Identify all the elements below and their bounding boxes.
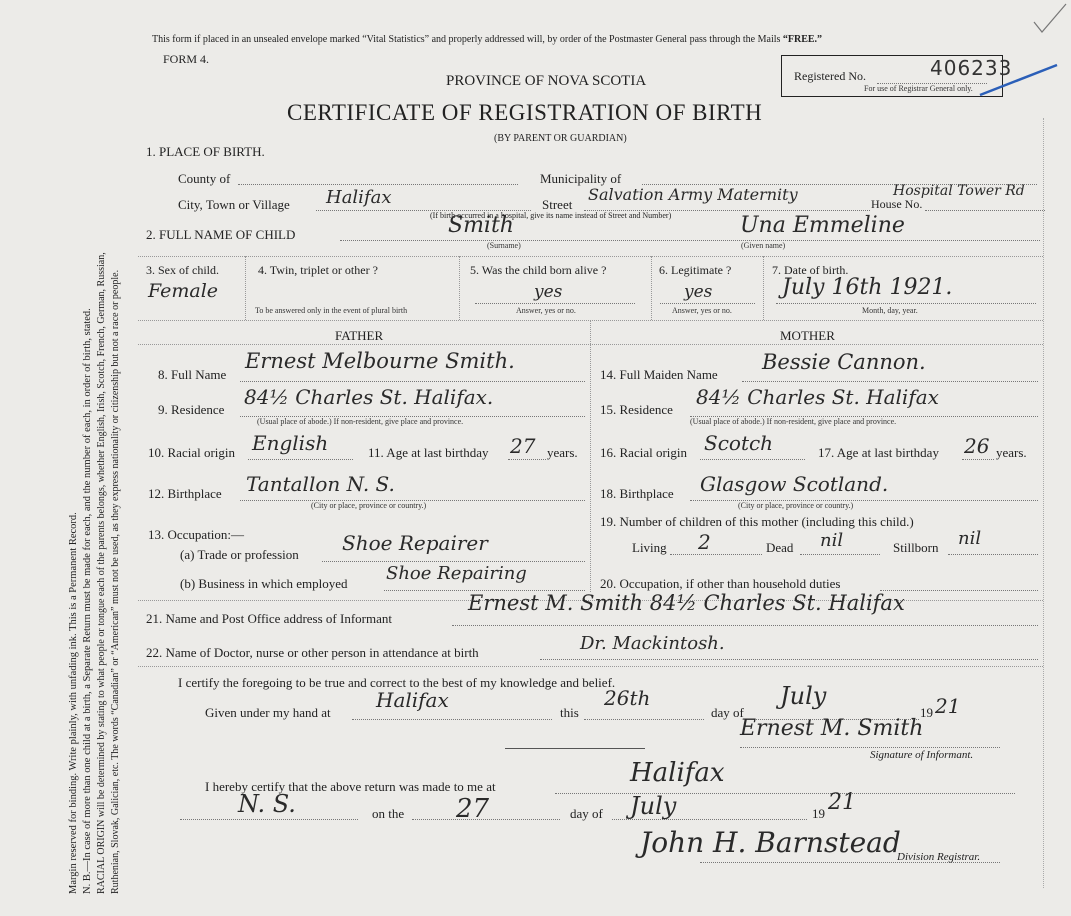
registrar-day-of-label: day of xyxy=(570,806,603,821)
living-value: 2 xyxy=(698,530,711,554)
father-birthplace-note: (City or place, province or country.) xyxy=(311,501,427,510)
father-racial-value: English xyxy=(252,431,329,455)
doctor-label: 22. Name of Doctor, nurse or other person in attendance at birth xyxy=(146,645,479,660)
blue-check-mark xyxy=(975,60,1065,100)
margin-line-1: Margin reserved for binding. Write plainly, with unfading ink. This is a Permanent Record. xyxy=(68,512,79,894)
stillborn-value: nil xyxy=(958,528,982,549)
legitimate-value: yes xyxy=(684,282,713,302)
mother-residence-value: 84½ Charles St. Halifax xyxy=(696,385,939,409)
father-age-label: 11. Age at last birthday xyxy=(368,445,489,460)
registrar-caption: Division Registrar. xyxy=(897,851,981,863)
father-birthplace-value: Tantallon N. S. xyxy=(246,472,395,496)
mother-age-unit: years. xyxy=(996,445,1027,460)
father-birthplace-label: 12. Birthplace xyxy=(148,486,222,501)
registered-no-label: Registered No. xyxy=(794,69,866,83)
informant-value: Ernest M. Smith 84½ Charles St. Halifax xyxy=(468,591,905,615)
hospital-note: (If birth occurred in a hospital, give its name instead of Street and Number) xyxy=(430,211,672,220)
mother-occupation-label: 20. Occupation, if other than household duties xyxy=(600,576,841,591)
father-name-value: Ernest Melbourne Smith. xyxy=(245,349,515,373)
sex-value: Female xyxy=(148,280,219,302)
child-given-name: Una Emmeline xyxy=(740,213,905,238)
trade-label: (a) Trade or profession xyxy=(180,547,299,562)
stillborn-label: Stillborn xyxy=(893,540,939,555)
registrar-month-value: July xyxy=(630,792,677,820)
form-frame xyxy=(138,118,1044,888)
father-heading: FATHER xyxy=(335,328,384,343)
mother-residence-note: (Usual place of abode.) If non-resident, give place and province. xyxy=(690,417,897,426)
registrar-statement: I hereby certify that the above return was made to me at xyxy=(205,779,496,794)
twin-note: To be answered only in the event of plural birth xyxy=(255,306,408,315)
city-label: City, Town or Village xyxy=(178,197,290,212)
father-residence-value: 84½ Charles St. Halifax. xyxy=(244,385,494,409)
father-name-label: 8. Full Name xyxy=(158,367,227,382)
legitimate-label: 6. Legitimate ? xyxy=(659,263,732,277)
mother-name-label: 14. Full Maiden Name xyxy=(600,367,718,382)
margin-line-2: N. B.—In case of more than one child at a birth, a Separate Return must be made for each, and the number of each, in order of birth, stated. xyxy=(82,308,93,894)
child-name-label: 2. FULL NAME OF CHILD xyxy=(146,227,296,242)
father-residence-label: 9. Residence xyxy=(158,402,225,417)
registrar-year-prefix: 19 xyxy=(812,806,825,821)
margin-line-4: Ruthenian, Slovak, Galician, etc. The words “Canadian” or “American” must not be used, as they express nationality or citizenship but not a race or people. xyxy=(110,269,121,894)
cert-year-suffix: 21 xyxy=(935,694,961,718)
mail-notice-text: This form if placed in an unsealed envelope marked “Vital Statistics” and properly addressed will, by order of the Postmaster General pass through the Mails xyxy=(152,34,781,45)
street-label: Street xyxy=(542,197,573,212)
father-occupation-label: 13. Occupation:— xyxy=(148,527,245,542)
county-label: County of xyxy=(178,171,231,186)
children-count-label: 19. Number of children of this mother (including this child.) xyxy=(600,514,914,529)
pencil-check-mark xyxy=(1030,2,1070,42)
registrar-year-suffix: 21 xyxy=(828,790,856,815)
municipality-label: Municipality of xyxy=(540,171,622,186)
mother-racial-value: Scotch xyxy=(704,431,774,455)
margin-line-3: RACIAL ORIGIN will be determined by stating to what people or tongue each of the parents belongs, whether English, Irish, Scotch, French, German, Russian, xyxy=(96,252,107,894)
registered-number: 406233 xyxy=(930,56,1013,80)
informant-signature: Ernest M. Smith xyxy=(740,716,924,741)
cert-year-prefix: 19 xyxy=(920,705,933,720)
living-label: Living xyxy=(632,540,667,555)
certify-statement: I certify the foregoing to be true and correct to the best of my knowledge and belief. xyxy=(178,675,616,690)
alive-value: yes xyxy=(534,282,563,302)
registrar-province-value: N. S. xyxy=(238,790,296,818)
registrar-signature: John H. Barnstead xyxy=(640,826,901,859)
business-value: Shoe Repairing xyxy=(386,563,527,584)
dob-value: July 16th 1921. xyxy=(782,275,953,300)
mail-notice xyxy=(152,34,822,45)
cert-month-value: July xyxy=(780,682,827,710)
dob-label: 7. Date of birth. xyxy=(772,263,849,277)
father-residence-note: (Usual place of abode.) If non-resident, give place and province. xyxy=(257,417,464,426)
doctor-value: Dr. Mackintosh. xyxy=(580,633,725,654)
mother-age-label: 17. Age at last birthday xyxy=(818,445,939,460)
registrar-place-value: Halifax xyxy=(630,758,725,788)
father-racial-label: 10. Racial origin xyxy=(148,445,236,460)
street-value: Salvation Army Maternity xyxy=(588,185,798,204)
house-value: Hospital Tower Rd xyxy=(893,183,1025,199)
given-caption: (Given name) xyxy=(741,241,786,250)
mother-name-value: Bessie Cannon. xyxy=(762,350,926,374)
house-label: House No. xyxy=(871,197,923,211)
city-value: Halifax xyxy=(326,187,392,208)
cert-day-value: 26th xyxy=(604,686,651,710)
child-surname: Smith xyxy=(448,213,514,238)
father-age-value: 27 xyxy=(510,434,536,458)
place-of-birth-heading: 1. PLACE OF BIRTH. xyxy=(146,144,265,159)
informant-signature-caption: Signature of Informant. xyxy=(870,749,974,761)
form-number: FORM 4. xyxy=(163,52,210,66)
mother-racial-label: 16. Racial origin xyxy=(600,445,688,460)
dead-label: Dead xyxy=(766,540,794,555)
sex-label: 3. Sex of child. xyxy=(146,263,219,277)
informant-label: 21. Name and Post Office address of Informant xyxy=(146,611,392,626)
alive-note: Answer, yes or no. xyxy=(516,306,576,315)
father-age-unit: years. xyxy=(547,445,578,460)
registration-box xyxy=(781,55,1013,97)
cert-day-of-label: day of xyxy=(711,705,744,720)
on-the-label: on the xyxy=(372,806,405,821)
mother-residence-label: 15. Residence xyxy=(600,402,673,417)
alive-label: 5. Was the child born alive ? xyxy=(470,263,607,277)
registered-note: For use of Registrar General only. xyxy=(864,84,973,93)
twin-label: 4. Twin, triplet or other ? xyxy=(258,263,378,277)
dead-value: nil xyxy=(820,530,844,551)
dob-note: Month, day, year. xyxy=(862,306,918,315)
legitimate-note: Answer, yes or no. xyxy=(672,306,732,315)
mother-birthplace-value: Glasgow Scotland. xyxy=(700,472,889,496)
given-place-value: Halifax xyxy=(376,688,449,712)
given-under-label: Given under my hand at xyxy=(205,705,331,720)
mother-heading: MOTHER xyxy=(780,328,835,343)
this-label: this xyxy=(560,705,579,720)
surname-caption: (Surname) xyxy=(487,241,521,250)
mail-notice-free: “FREE.” xyxy=(782,34,823,45)
business-label: (b) Business in which employed xyxy=(180,576,348,591)
certificate-subtitle: (BY PARENT OR GUARDIAN) xyxy=(494,133,627,144)
registrar-day-value: 27 xyxy=(456,794,490,824)
mother-birthplace-note: (City or place, province or country.) xyxy=(738,501,854,510)
margin-instructions xyxy=(68,14,138,894)
mother-age-value: 26 xyxy=(964,434,990,458)
mother-birthplace-label: 18. Birthplace xyxy=(600,486,674,501)
province-heading: PROVINCE OF NOVA SCOTIA xyxy=(446,73,647,89)
trade-value: Shoe Repairer xyxy=(342,531,488,555)
certificate-title: CERTIFICATE OF REGISTRATION OF BIRTH xyxy=(287,100,763,125)
